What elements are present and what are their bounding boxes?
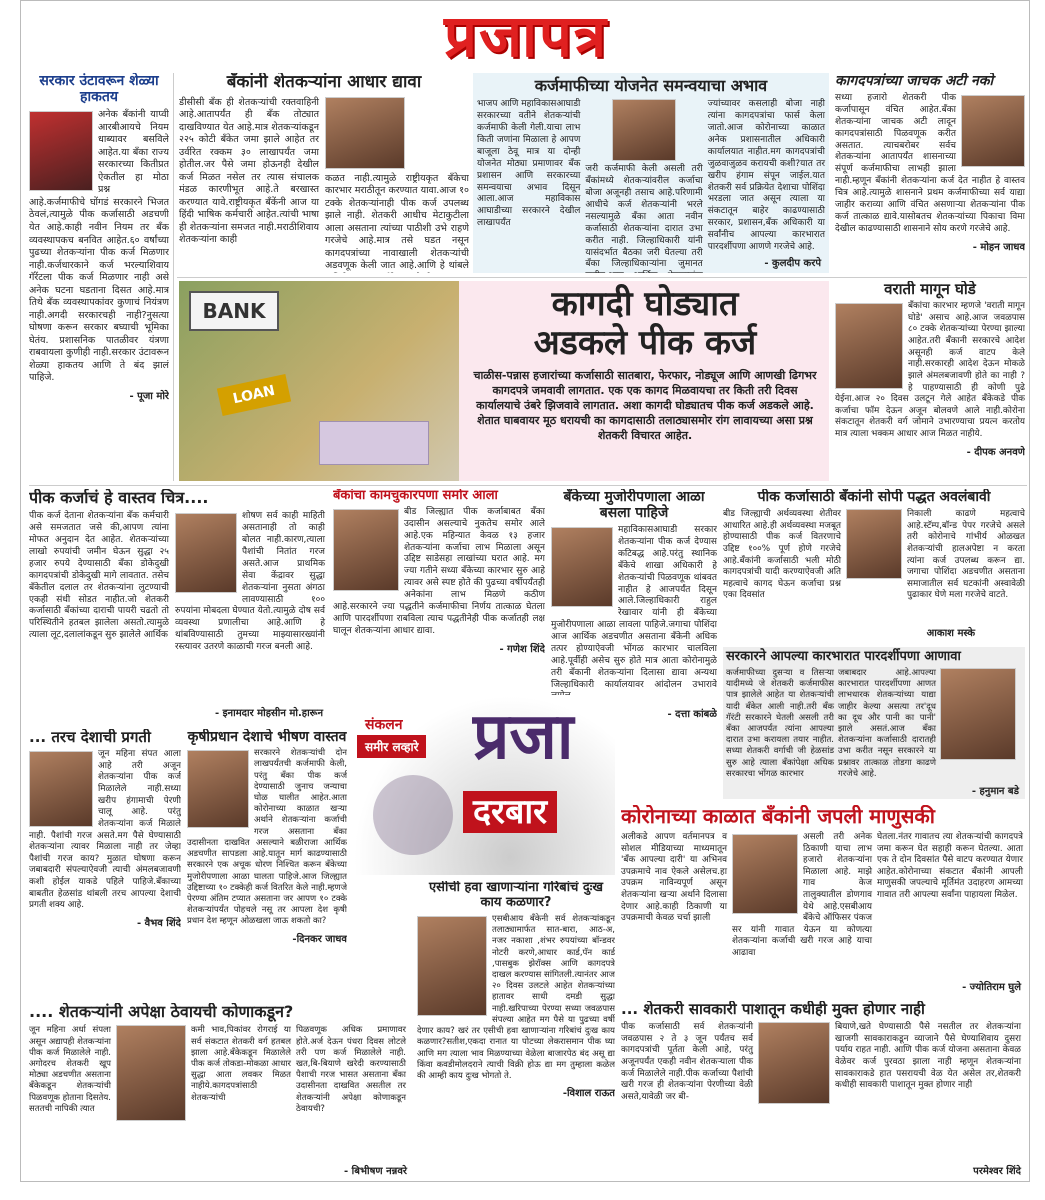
newspaper-page — [20, 0, 1030, 1182]
article-pardarshipana — [723, 647, 1025, 799]
author-photo — [29, 751, 93, 827]
article-savkari-pash — [621, 1001, 1025, 1179]
article-body: जून महिना संपत आला आहे तरी अजून शेतकऱ्यांना पीक कर्ज मिळालेले नाही.सध्या खरीप हंगामाची पेरणी चालू आहे. परंतु शेतकऱ्यांना कर्ज मिळाले नाही. पैशांची गरज असते.मग पैसे घेण्यासाठी शेतकऱ्यांना त्यावर मिळाला नाही तर जेव्हा पैशांची गरज काय? मुळात घोषणा करून जबाबदारी संपल्याऐवजी त्याची अंमलबजावणी कशी होईल याकडे पहिले पाहिजे.बँकाच्या बाबतीत हेळसांड थांबली तरच आपल्या देशाची प्रगती शक्य आहे. — [29, 749, 181, 911]
byline: - दीपक अनवणे — [966, 446, 1025, 458]
article-body-col3: पिळवणूक अधिक प्रमाणावर होते.अर्ज देऊन पंधरा दिवस लोटले तरी पण कर्ज मिळालेले नाही. खत,बि-बियाणे खरेदी करण्यासाठी पैशाची गरज भासत असताना बँका उदासीनता दाखवित असतील तर शेतकऱ्यांनी अपेक्षा कोणाकडून ठेवायची? — [296, 1025, 406, 1114]
article-body: सध्या हजारो शेतकरी पीक कर्जापासून वंचित आहेत.बँका शेतकऱ्यांना जाचक अटी लादून कागदपत्रांसाठी पिळवणूक करीत असतात. त्याचबरोबर सर्वच शेतकऱ्यांना आतापर्यंत शासनाच्या संपूर्ण कर्जमाफीचा लाभही झाला नाही.म्हणून बँकांनी शेतकऱ्यांना कर्ज देत नाहीत हे वास्तव चित्र आहे.त्यामुळे शासनाने प्रथम कर्जमाफीच्या सर्व याद्या जाहीर कराव्या आणि वंचित असणाऱ्या शेतकऱ्यांना पीक कर्ज तात्काळ द्यावे.यासोबतच शेतकऱ्यांच्या पिकाचा विमा देखील काढण्यासाठी शासनाने सोय करणे गरजेचे आहे. — [835, 93, 1025, 234]
bank-sign: BANK — [189, 291, 279, 331]
lead-summary: चाळीस-पन्नास हजारांच्या कर्जासाठी सातबारा, फेरफार, नोड्यूज आणि आणखी ढिगभर कागदपत्रे जमवावी लागतात. एक एक कागद मिळवायचा तर किती तरी दिवस कार्यालयाचे उंबरे झिजवावे लागतात. अशा कागदी घोड्यातच पीक कर्ज अडकले आहे. शेतात घाबवायर मूठ धरायची का कागदासाठी तलाठ्यासमोर रांग लावायच्या असा प्रश्न शेतकरी विचारत आहेत. — [473, 369, 817, 442]
article-title: सरकारने आपल्या कारभारात पारदर्शीपणा आणावा — [726, 649, 961, 664]
byline: - हनुमान बडे — [971, 786, 1019, 797]
article-body: एसबीआय बँकेनी सर्व शेतकऱ्यांकडून तलाठ्यामार्फत सात-बारा, आठ-अ, नजर नकाशा ,शंभर रुपयांच्या बॉन्डवर नोटरी करणे,आधार कार्ड,पॅन कार्ड ,पासबुक झेरॉक्स आणि कागदपत्रे दाखल करण्यास सांगितली.त्यानंतर आज २० दिवस उलटले आहेत शेतकऱ्यांच्या हातावर साधी दमडी सुद्धा नाही.खरिपाच्या पेरण्या सध्या जवळपास संपल्या आहेत मग पैसे या पुढच्या वर्षी देणार काय? खरं तर एसीची हवा खाणाऱ्यांना गरिबांचं दुःख काय कळणार?सतीश,एकदा रानात या पोटच्या लेकरासमान पीक घ्या आणि मग त्याला भाव मिळण्याच्या वेळेला बाजारपेठ बंद असू द्या किंवा कवडीमोलदराने त्याची विक्री होऊ द्या मग तुम्हाला कळेल की आम्ही काय दुःख भोगतो ते. — [417, 913, 615, 1081]
byline: - वैभव शिंदे — [137, 917, 181, 929]
lead-story — [179, 281, 829, 481]
article-body-col2: जरी कर्जमाफी केली असली तरी बँकांमध्ये शेतकऱ्यांवरील कर्जाचा बोजा अजूनही तसाच आहे.परिणामी आधीचे कर्ज शेतकऱ्यांनी भरले नसल्यामुळे बँका आता नवीन कर्जासाठी शेतकऱ्यांना दारात उभा करीत नाही. जिल्हाधिकारी यांनी यासंदर्भात बैठका जरी घेतल्या तरी बँका जिल्हाधिकाऱ्यांना जुमानत — [585, 164, 703, 270]
article-body-col2: जबाबदार आहे.आपल्या कारभारात पारदर्शीपणा आणत लाभधारक शेतकऱ्यांच्या याद्या जाहीर केल्या असत्या तर'दूध का दूध और पानी का पानी' झाले असतं.आज बँका शेतकऱ्यांना कर्जासाठी दारातही उभा करीत नसून सरकारने या प्रश्नावर तात्काळ तोडगा काढणे गरजेचे आहे. — [838, 667, 936, 779]
masthead-title: प्रजापत्र — [443, 2, 609, 70]
article-body-col1: अलीकडे आपण वर्तमानपत्र व सोशल मीडियाच्या माध्यमातून 'बँक आपल्या दारी' या अभिनव उपक्रमाचे नाव ऐकले असेलच.हा उपक्रम नाविन्यपूर्ण असून शेतकऱ्यांना खऱ्या अर्थाने दिलासा देणार आहे.काही ठिकाणी या उपक्रमाची केवळ चर्चा झाली — [621, 832, 727, 924]
article-varati-maagun — [835, 281, 1025, 481]
byline: परमेश्वर शिंदे — [973, 1166, 1021, 1177]
article-title: बँकेच्या मुजोरीपणाला आळा बसला पाहिजे — [563, 489, 705, 522]
lead-title-line1: कागदी घोड्यात — [551, 284, 739, 324]
byline: -विशाल राऊत — [562, 1088, 615, 1100]
darbar-word: दरबार — [463, 791, 557, 833]
author-photo — [325, 97, 405, 169]
article-kaamchukarpana — [333, 489, 545, 689]
byline: - कुलदीप करपे — [764, 258, 821, 269]
praja-word: प्रजा — [473, 700, 574, 774]
byline: - बिभीषण नन्नवरे — [344, 1166, 407, 1177]
author-photo — [116, 1025, 186, 1121]
author-photo — [333, 509, 399, 591]
sankalan-label: संकलन — [365, 717, 403, 733]
article-body-col1: जून महिना अर्धा संपला असून अद्यापही शेतकऱ्यांना पीक कर्ज मिळालेले नाही. अगोदरच शेतकरी खूप मोठ्या अडचणीत असताना बँकेकडून शेतकऱ्यांची पिळवणूक होताना दिसतेय. सततची नापिकी त्यात — [29, 1025, 111, 1114]
byline: आकाश मस्के — [926, 628, 975, 639]
author-photo — [835, 303, 903, 389]
praja-darbar-logo — [353, 695, 615, 875]
article-title: कागदपत्रांच्या जाचक अटी नको — [835, 73, 994, 89]
article-vastav-chitra — [29, 489, 327, 721]
article-body: सरकारने शेतकऱ्यांची दोन लाखपर्यंतची कर्जमाफी केली, परंतु बँका पीक कर्ज देण्यासाठी जुनाच जन्याचा घोळ घालीत आहेत.आता कोरोनाच्या काळात खऱ्या अर्थाने शेतकऱ्यांना कर्जाची गरज असताना बँका उदासीनता दाखवित असल्याने बळीराजा आर्थिक अडचणीत सापडला आहे.यातून मार्ग काढण्यासाठी सरकारने एक अचूक धोरण निश्चित करून बँकेच्या मुजोरीपणाला आळा घालता पाहिजे.आज जिल्ह्यात उद्दिष्टाच्या १० टक्केही कर्ज वितरित केले नाही.म्हणजे पेरण्या अंतिम टप्यात असताना जर आपण १० टक्के शेतकऱ्यांपर्यंत पोहचले नसू तर आपला देश कृषी प्रधान देश म्हणून ओळखला जाऊ शकतो का? — [187, 748, 347, 927]
article-krushipradhan — [187, 729, 347, 997]
article-title: सरकार उंटावरून शेळ्या हाकतय — [39, 73, 159, 106]
article-apeksha — [29, 1003, 411, 1179]
author-photo — [940, 668, 1016, 760]
article-body-col1: कर्जमाफीच्या दुसऱ्या व तिसऱ्या यादीमध्ये जे शेतकरी कर्जमाफीस पात्र झालेले आहेत या शेतकऱ्यांची यादी बँकेत आली नाही.तरी बँक गॅरंटी सरकारने घेतली असली तरी बँका आजपर्यंत त्यांना आपल्या दारात उभा करायला तयार नाहीत. सध्या शेतकरी वर्गाची जी हेळसांड सुरु आहे त्याला बँकांपेक्षा अधिक सरकारचा भोंगळ कारभार — [726, 667, 834, 779]
byline: - दत्ता कांबळे — [667, 709, 717, 721]
article-sopi-paddhat — [723, 489, 1025, 641]
article-body-col3: ज्यांच्यावर कसलाही बोजा नाही त्यांना कागदपत्रांचा फार्स केला जातो.आज कोरोनाच्या काळात अनेक प्रशासनातील अधिकारी कार्यालयात नाहीत.मग कागदपत्रांची जुळवाजुळव करायची कशी?यात तर खरीप हंगाम संपून जाईल.यात शेतकरी सर्व प्रक्रियेत देशाचा पोशिंदा भरडला जात असून त्याला या संकटातून बाहेर काढण्यासाठी सरकार, प्रशासन,बँक अधिकारी या सर्वांनीच आपल्या कारभारात पारदर्शीपणा आणणे गरजेचे आहे. — [707, 99, 826, 252]
banknote-icon — [319, 421, 429, 465]
article-body-col2: असली तरी अनेक ठिकाणी याचा लाभ हजारो शेतकऱ्यांना मिळाला आहे. माझे गाव केज तालुक्यातील डोणगाव येथे आहे.एसबीआय बँकेचे ऑफिसर पंकज सर यांनी गावात येऊन या कोणत्या शेतकऱ्यांना कर्जाची खरी गरज आहे याचा आढावा — [732, 832, 872, 959]
article-title: पीक कर्जाचं हे वास्तव चित्र.... — [29, 489, 209, 507]
article-body: अनेक बँकांनी याप्वी आरबीआयचे नियम धाब्यावर बसविले आहेत.या बँका राज्य सरकारच्या कितीप्रत ऐकतील हा मोठा प्रश्न आहे.कर्जमाफीचे घोंगडं सरकारने भिजत ठेवलं,त्यामुळे पीक कर्जासाठी अडचणी येत आहे.काही नवीन नियम तर बँक व्यवस्थापकच बनवित आहेत.६० वर्षांच्या पुढच्या शेतकऱ्यांना पीक कर्ज मिळणार नाही.कर्जधारकाने कर्ज भरल्याशिवाय गॅरेंटला पीक कर्ज मिळणार नाही असे अनेक घटना घडताना दिसत आहे.मात्र तिथे बँक व्यवस्थापकांवर कुणाचं नियंत्रण नाही.अगदी सरकारचही नाही?नुसत्या घोषणा करून सरकार बघ्याची भूमिका घेतंय. प्रशासनिक पातळीवर यंत्रणा राबवायला कुणीही नाही.सरकार उंटावरून शेळ्या हाकतय आणि ते बंद झालं पाहिजे. — [29, 109, 169, 384]
article-manuski — [621, 805, 1025, 995]
author-photo — [732, 834, 798, 914]
author-photo — [29, 111, 93, 191]
article-bank-aadhar — [179, 73, 469, 273]
loan-tag: LOAN — [217, 374, 291, 416]
byline: - पूजा मोरे — [129, 390, 169, 402]
crowd-icon — [373, 775, 453, 855]
author-photo — [612, 99, 676, 161]
article-title: कृषीप्रधान देशाचे भीषण वास्तव — [187, 729, 347, 745]
author-photo — [551, 527, 613, 607]
article-title: ... शेतकरी सावकारी पाशातून कधीही मुक्त होणार नाही — [621, 1001, 925, 1018]
article-body-col1: पीक कर्जासाठी सर्व शेतकऱ्यांनी जवळपास २ ते ३ जून पर्यंतच सर्व कागदपत्रांची पूर्तता केली आहे, परंतु अजूनपर्यंत एकही नवीन शेतकऱ्याला पीक कर्ज मिळालेले नाही.पीक कर्जाच्या पैशांची खरी गरज ही शेतकऱ्यांना पेरणीच्या वेळी असते,यावेळी जर बी- — [621, 1022, 753, 1102]
article-body-col2: कमी भाव,पिकांवर रोगराई या सर्व संकटात शेतकरी वर्ग हतबल झाला आहे.बँकेकडून मिळालेले पीक कर्ज तोकडा-मोकळा आधार सुद्धा आता लवकर मिळत नाहीये.कागदपत्रांसाठी शेतकऱ्यांची — [191, 1025, 291, 1103]
byline: - गणेश शिंदे — [499, 643, 545, 655]
article-karjamafi-samanvay — [473, 73, 829, 273]
article-title: बँकांनी शेतकऱ्यांना आधार द्यावा — [226, 73, 422, 92]
compiler-name: समीर लव्हारे — [357, 735, 426, 758]
article-title: एसीची हवा खाणाऱ्यांना गरिबांचं दुःख काय कळणार? — [428, 881, 604, 910]
article-body-col2: निकाली काढणे महत्वाचे आहे.स्टॅम्प,बॉन्ड पेपर गरजेचे असले तरी कोरोनाचे गांभीर्य ओळखत शेतकऱ्यांची हालअपेष्टा न करता त्यांना कर्ज उपलब्ध करून द्या. जगाचा पोशिंदा अडचणीत असताना समाजातील सर्व घटकांनी अस्वावेळी पुढाकार घेणे मला गरजेचे वाटते. — [907, 509, 1025, 601]
article-sarkar-untavarun — [29, 73, 169, 481]
article-acichi-hava — [417, 881, 615, 1177]
masthead — [21, 1, 1030, 71]
author-photo — [846, 509, 902, 579]
author-photo — [758, 1022, 830, 1104]
article-title: पीक कर्जासाठी बँकांनी सोपी पद्धत अवलंबावी — [757, 489, 991, 505]
author-photo — [417, 916, 487, 1016]
article-body-col3: घेतला.नंतर गावातच त्या शेतकऱ्यांची कागदपत्रे जमा करून घेत सहाही करून घेतल्या. आता एक ते दोन दिवसांत पैसे वाटप करण्यात येणार आहेत.कोरोनाच्या संकटात बँकांनी आपली माणुसकी जपल्याचे मूर्तिमंत उदाहरण आमच्या गावात तरी आपल्या सर्वांना पाहायला मिळेल. — [877, 832, 1023, 901]
author-photo — [187, 750, 249, 828]
article-title: बँकांचा कामचुकारपणा समोर आला — [333, 489, 498, 503]
article-deshachi-pragati — [29, 729, 181, 997]
article-body-col1: डीसीसी बँक ही शेतकऱ्यांची रक्तवाहिनी आहे.आतापर्यंत ही बँक तोट्यात दाखविण्यात येत आहे.मात्र शेतकऱ्यांकडून २२५ कोटी बँकेत जमा झाले आहेत तर उर्वरित रक्कम ३० लाखापर्यंत जमा होतील.जर पैसे जमा होऊनही देखील कर्ज मिळत नसेल तर त्यास संचालक मंडळ कारणीभूत आहे.ते बरखास्त करण्यात यावे.राष्ट्रीयकृत बँकेंनी आज या हिंदी भाषिक कर्मचारी आहेत.त्यांची भाषा ही शेतकऱ्यांना समजत नाही.मराठीशिवाय शेतकऱ्यांना काही — [179, 96, 319, 246]
article-body-col1: बीड जिल्ह्याची अर्थव्यवस्था शेतीवर आधारित आहे.ही अर्थव्यवस्था मजबूत होण्यासाठी पीक कर्ज वितरणाचे उद्दिष्ट १००% पूर्ण होणे गरजेचे आहे.बँकांनी कर्जासाठी भली मोठी कागदपत्रांची यादी करण्याऐवजी अति महत्वाचे कागद घेऊन कर्जाचा प्रश्न एका दिवसांत — [723, 509, 841, 601]
article-body-col2: कळत नाही.त्यामुळे राष्ट्रीयकृत बँकेचा कारभार मराठीतून करण्यात यावा.आज १० टक्के शेतकऱ्यांनाही पीक कर्ज उपलब्ध झाले नाही. शेतकरी आधीच मेटाकुटीला आला असताना त्यांच्या पाठीशी उभे राहणे गरजेचे आहे.मात्र तसे घडत नसून कागदपत्रांच्या नावाखाली शेतकऱ्यांची अडवणूक केली जात आहे.आणि हे थांबले — [325, 172, 469, 272]
article-body: बँकांचा कारभार म्हणजे 'वराती मागून घोडे' असाच आहे.आज जवळपास ८० टक्के शेतकऱ्यांच्या पेरण्या झाल्या आहेत.तरी बँकानी सरकारचे आदेश असूनही कर्ज वाटप केले नाही.सरकारही आदेश देऊन मोकळे झाले अंमलबजावणी होते का नाही ? हे पाहण्यासाठी ही कोणी पुढे येईना.आज २० दिवस उलटून गेले आहेत बँकेकडे पीक कर्जाचा फॉम देऊन अजून बोलवणे आले नाही.कोरोना संकटातून शेतकरी वर्ग जोमाने उभारण्याचा प्रयत्न करतोय मात्र त्याला भक्कम आधार आज मिळत नाहीये. — [835, 301, 1025, 439]
article-title: ... तरच देशाची प्रगती — [29, 729, 151, 746]
article-body-col1: भाजप आणि महाविकासआघाडी सरकारच्या वतीने शेतकऱ्यांची कर्जमाफी केली गेली.याचा लाभ किती जणांना मिळाला हे आपण बाजूला ठेवू मात्र या दोन्ही योजनेत मोठ्या प्रमाणावर बँक प्रशासन आणि सरकारच्या समन्वयाचा अभाव दिसून आला.आज महाविकास आघाडीच्या सरकारने देखील लाखापर्यंत — [477, 99, 581, 229]
lead-image — [179, 281, 459, 481]
byline: - ज्योतिराम घुले — [962, 982, 1021, 993]
author-photo — [175, 513, 237, 593]
article-body: महाविकासआघाडी सरकार शेतकऱ्यांना पीक कर्ज देण्यास कटिबद्ध आहे.परंतु स्थानिक बँकेचे शाखा अधिकारी हे शेतकऱ्यांची पिळवणूक थांबवत नाहीत हे आजपर्यंत दिसून आले.जिल्हाधिकारी राहुल रेखावार यांनी ही बँकेच्या मुजोरीपणाला आळा लावला पाहिजे.जगाचा पोशिंदा आज आर्थिक अडचणीत असताना बँकेनी अधिक तत्पर होण्याऐवजी भोंगळ कारभार चालविला आहे.पूर्वीही असेच सुरु होते मात्र आता कोरोनामुळे तरी बँकानी शेतकऱ्यांना दिलासा द्यावा अन्यथा जिल्हाधिकारी कार्यालयावर आंदोलन उभारावे — [551, 525, 717, 690]
article-body: बीड जिल्ह्यात पीक कर्जाबाबत बँका उदासीन असल्याचे नुकतेच समोर आले आहे.एक महिन्यात केवळ १३ हजार शेतकऱ्यांना कर्जाचा लाभ मिळाला असून उद्दिष्ट साडेसहा लाखांच्या घरात आहे. मग ज्या गतीने सध्या बँकेच्या कारभार सुरु आहे त्यावर असे स्पष्ट होते की पुढच्या वर्षीपर्यंतही अनेकांना लाभ मिळणे कठीण आहे.सरकारने ज्या पद्धतीने कर्जमाफीचा निर्णय तात्काळ घेतला आणि पारदर्शीपणा राबविला त्याच पद्धतीनेही पीक कर्जातही लक्ष घालून शेतकऱ्यांना आधार द्यावा. — [333, 506, 545, 636]
lead-title-line2: अडकले पीक कर्ज — [533, 323, 757, 364]
article-body-col2: शोषण सर्व काही माहिती असतानाही तो काही बोलत नाही.कारण,त्याला पैशांची नितांत गरज असते.आज प्राथमिक सेवा केंद्रावर सुद्धा शेतकऱ्यांना नुसता अंगठा लावण्यासाठी १०० रुपयांना मोबदला घेण्यात येतो.त्यामुळे दोष सर्व व्यवस्था प्रणालीचा आहे.आणि हे थांबविण्यासाठी तुमच्या माझ्यासारख्यांनी रस्त्यावर उतरणे काळाची गरज बनली आहे. — [175, 511, 325, 653]
article-title: कर्जमाफीच्या योजनेत समन्वयाचा अभाव — [534, 76, 768, 95]
byline: - इनामदार मोहसीन मो.हारून — [215, 708, 323, 719]
article-kagadpatre-jachak — [835, 73, 1025, 273]
article-title: .... शेतकऱ्यांनी अपेक्षा ठेवायची कोणाकडून? — [29, 1003, 294, 1021]
author-photo — [961, 95, 1025, 167]
article-title: वराती मागून घोडे — [884, 281, 976, 298]
article-body-col2: बियाणे,खते घेण्यासाठी पैसे नसतील तर शेतकऱ्यांना खाजगी सावकाराकडून व्याजाने पैसे घेण्याशिवाय दुसरा पर्याय राहत नाही. आणि पीक कर्ज योजना असताना केवळ वेळेवर कर्ज पुरवठा झाला नाही म्हणून शेतकऱ्यांना सावकाराकडे हात पसरायची वेळ येत असेल तर,शेतकरी कधीही सावकारी पाशातून मुक्त होणार नाही — [835, 1022, 1021, 1091]
byline: - मोहन जाधव — [972, 241, 1025, 253]
byline: -दिनकर जाधव — [292, 933, 347, 945]
article-body-col1: पीक कर्ज देताना शेतकऱ्यांना बँक कर्मचारी असे समजतात जसे की,आपण त्यांना मोफत अनुदान देत आहेत. शेतकऱ्यांच्या लाखो रुपयांची जमीन घेऊन सुद्धा २५ हजार रुपये देण्यासाठी बँका डोकेदुखी कागदपत्रांची डोकेदुखी मागे लावतात. तसेच बँकेतील दलाल तर शेतकऱ्यांना लुटण्याची एकही संधी सोडत नाहीत.जो शेतकरी कर्जासाठी बँकांच्या दाराची पायरी चढतो तो परिस्थितीने हतबल झालेला असतो.त्यामुळे त्याला लूट,दलालांकडून सुरु झालेले आर्थिक — [29, 511, 169, 641]
article-title: कोरोनाच्या काळात बँकांनी जपली माणुसकी — [621, 805, 935, 828]
